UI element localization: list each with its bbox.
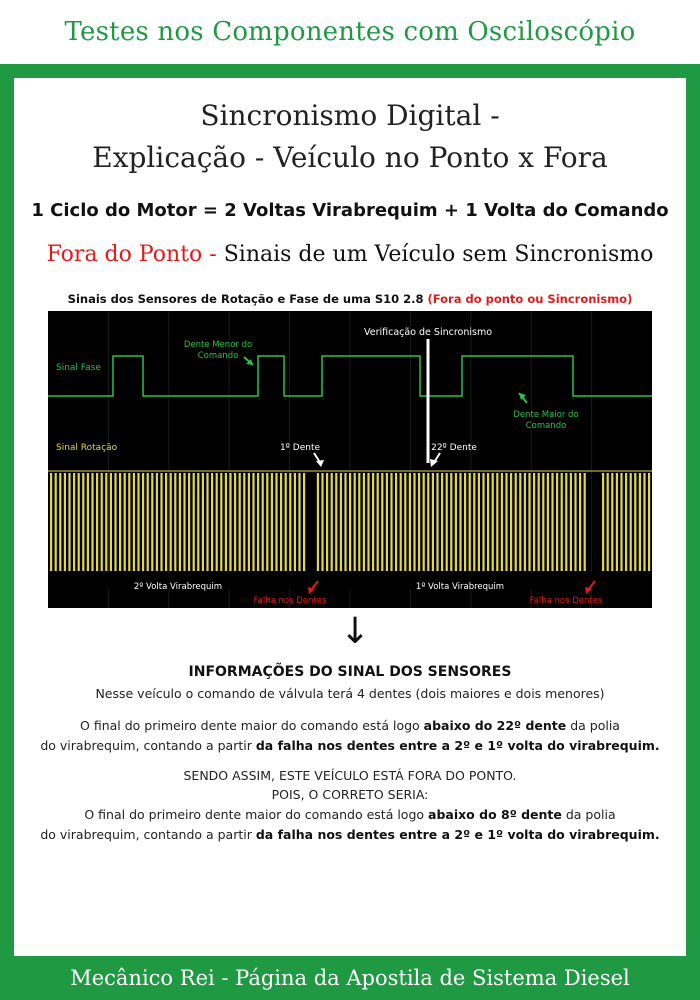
oscilloscope-traces [48,311,652,608]
crank-tooth-pulse [616,473,618,571]
crank-tooth-pulse [556,473,558,571]
crank-tooth-pulse [160,473,162,571]
p5-text-a: do virabrequim, contando a partir [40,827,256,842]
warning-blue: POIS, O CORRETO SERIA: [271,787,429,802]
crank-tooth-pulse [128,473,130,571]
footer-text: Mecânico Rei - Página da Apostila de Sistema Diesel [70,966,630,990]
crank-tooth-pulse [101,473,103,571]
crank-tooth-pulse [404,473,406,571]
crank-tooth-pulse [188,473,190,571]
crank-tooth-pulse [432,473,434,571]
crank-tooth-pulse [469,473,471,571]
p3-text-bold: da falha nos dentes entre a 2º e 1º volta do virabrequim. [255,738,660,753]
info-paragraph-3 [14,736,686,755]
crank-tooth-pulse [206,473,208,571]
crank-tooth-pulse [639,473,641,571]
crank-tooth-pulse [459,473,461,571]
cycle-statement: 1 Ciclo do Motor = 2 Voltas Virabrequim + 1 Volta do Comando [31,200,669,221]
crank-tooth-pulse [381,473,383,571]
crank-tooth-pulse [114,473,116,571]
crank-tooth-pulse [234,473,236,571]
header-title: Testes nos Componentes com Osciloscópio [0,0,700,64]
crank-tooth-pulse [496,473,498,571]
crank-tooth-pulse [91,473,93,571]
crank-tooth-pulse [344,473,346,571]
crank-tooth-pulse [243,473,245,571]
crank-tooth-pulse [252,473,254,571]
crank-tooth-pulse [570,473,572,571]
crank-tooth-pulse [584,473,586,571]
crank-tooth-pulse [561,473,563,571]
p4-text-c: da polia [561,807,616,822]
p5-text-bold: da falha nos dentes entre a 2º e 1º volta do virabrequim. [255,827,660,842]
crank-tooth-pulse [478,473,480,571]
crank-tooth-pulse [400,473,402,571]
crank-tooth-pulse [551,473,553,571]
crank-tooth-pulse [151,473,153,571]
crank-tooth-pulse [165,473,167,571]
crank-tooth-pulse [625,473,627,571]
p3-text-a: do virabrequim, contando a partir [40,738,256,753]
oscilloscope-screen [48,311,652,608]
crank-tooth-pulse [372,473,374,571]
crank-tooth-pulse [473,473,475,571]
crank-tooth-pulse [377,473,379,571]
crank-tooth-pulse [68,473,70,571]
info-paragraph-4 [14,805,686,824]
crank-tooth-pulse [275,473,277,571]
crank-tooth-pulse [565,473,567,571]
crank-tooth-pulse [542,473,544,571]
crank-tooth-pulse [170,473,172,571]
crank-tooth-pulse [340,473,342,571]
crank-tooth-pulse [326,473,328,571]
crank-tooth-pulse [59,473,61,571]
crank-tooth-pulse [225,473,227,571]
crank-tooth-pulse [519,473,521,571]
larger-cam-tooth-label-1: Dente Maior do [513,410,579,420]
crank-tooth-pulse [303,473,305,571]
second-crank-turn-label: 2º Volta Virabrequim [133,582,223,592]
crank-tooth-pulse [137,473,139,571]
crank-tooth-pulse [487,473,489,571]
p4-text-a: O final do primeiro dente maior do comando está logo [84,807,429,822]
crank-tooth-pulse [331,473,333,571]
first-crank-turn-label: 1º Volta Virabrequim [415,582,505,592]
caption-red: (Fora do ponto ou Sincronismo) [427,292,633,306]
crank-tooth-pulse [133,473,135,571]
page-title-line-1: Sincronismo Digital - [200,99,500,132]
crank-tooth-pulse [220,473,222,571]
crank-tooth-pulse [147,473,149,571]
crank-tooth-pulse [239,473,241,571]
caption-black: Sinais dos Sensores de Rotação e Fase de uma S10 2.8 [67,292,428,306]
crank-tooth-pulse [630,473,632,571]
crank-tooth-pulse [455,473,457,571]
p2-text-bold: abaixo do 22º dente [423,718,567,733]
crank-tooth-pulse [87,473,89,571]
p4-text-bold: abaixo do 8º dente [428,807,562,822]
smaller-cam-tooth-label-2: Comando [197,351,239,361]
crank-tooth-pulse [505,473,507,571]
phase-signal-label: Sinal Fase [56,363,101,373]
crank-tooth-pulse [574,473,576,571]
crank-tooth-pulse [321,473,323,571]
crank-tooth-pulse [515,473,517,571]
crank-tooth-pulse [271,473,273,571]
crank-tooth-pulse [64,473,66,571]
crank-tooth-pulse [110,473,112,571]
crank-tooth-pulse [492,473,494,571]
crank-tooth-pulse [105,473,107,571]
crank-tooth-pulse [183,473,185,571]
crank-tooth-pulse [367,473,369,571]
crank-tooth-pulse [482,473,484,571]
crank-tooth-pulse [55,473,57,571]
crank-tooth-pulse [413,473,415,571]
crank-tooth-pulse [248,473,250,571]
crank-tooth-pulse [285,473,287,571]
rotation-signal-label: Sinal Rotação [56,443,118,453]
down-arrow-icon: ↓ [340,611,371,652]
crank-tooth-pulse [607,473,609,571]
crank-tooth-pulse [280,473,282,571]
crank-tooth-pulse [427,473,429,571]
status-subtitle [14,242,686,267]
crank-tooth-pulse [620,473,622,571]
crank-tooth-pulse [409,473,411,571]
crank-tooth-pulse [386,473,388,571]
crank-tooth-pulse [643,473,645,571]
crank-tooth-pulse [211,473,213,571]
tooth-gap-label-2: Falha nos Dentes [529,596,603,606]
subtitle-black: Sinais de um Veículo sem Sincronismo [216,242,654,267]
tooth-22-arrowhead-icon [430,459,438,467]
subtitle-red: Fora do Ponto - [46,242,217,267]
crank-tooth-pulse [317,473,319,571]
crank-tooth-pulse [142,473,144,571]
figure-caption [14,292,686,306]
crank-tooth-pulse [298,473,300,571]
crank-tooth-pulse [538,473,540,571]
crank-tooth-pulse [349,473,351,571]
crank-tooth-pulse [82,473,84,571]
crank-tooth-pulse [78,473,80,571]
crank-tooth-pulse [257,473,259,571]
crank-tooth-pulse [156,473,158,571]
p2-text-a: O final do primeiro dente maior do comando está logo [80,718,424,733]
crank-tooth-pulse [266,473,268,571]
crank-tooth-pulse [464,473,466,571]
crank-tooth-pulse [73,473,75,571]
crank-tooth-pulse [390,473,392,571]
crank-tooth-pulse [436,473,438,571]
info-paragraph-2 [14,716,686,735]
info-title: INFORMAÇÕES DO SINAL DOS SENSORES [188,664,512,680]
crank-tooth-pulse [216,473,218,571]
crank-tooth-pulse [335,473,337,571]
smaller-cam-tooth-label-1: Dente Menor do [183,340,253,350]
larger-cam-tooth-label-2: Comando [525,421,567,431]
crank-tooth-pulse [441,473,443,571]
crank-tooth-pulse [262,473,264,571]
crank-tooth-pulse [289,473,291,571]
info-paragraph-5 [14,825,686,844]
crank-tooth-pulse [358,473,360,571]
crank-tooth-pulse [533,473,535,571]
crank-tooth-pulse [446,473,448,571]
crank-tooth-pulse [50,473,52,571]
page-title-line-2: Explicação - Veículo no Ponto x Fora [92,141,608,174]
crank-tooth-pulse [294,473,296,571]
warning-red: SENDO ASSIM, ESTE VEÍCULO ESTÁ FORA DO PONTO. [183,768,517,783]
info-paragraph-1: Nesse veículo o comando de válvula terá 4 dentes (dois maiores e dois menores) [95,686,605,701]
crank-tooth-pulse [528,473,530,571]
crank-tooth-pulse [602,473,604,571]
crank-tooth-pulse [363,473,365,571]
crank-tooth-pulse [634,473,636,571]
crank-tooth-pulse [96,473,98,571]
crank-tooth-pulse [179,473,181,571]
p2-text-c: da polia [566,718,620,733]
crank-tooth-pulse [395,473,397,571]
crank-tooth-pulse [354,473,356,571]
crank-tooth-pulse [524,473,526,571]
crank-tooth-pulse [202,473,204,571]
crank-tooth-pulse [423,473,425,571]
crank-tooth-pulse [611,473,613,571]
sync-check-label: Verificação de Sincronismo [363,327,493,338]
tooth-22-label: 22º Dente [431,443,477,453]
crank-tooth-pulse [510,473,512,571]
crank-tooth-pulse [174,473,176,571]
tooth-gap-label-1: Falha nos Dentes [253,596,327,606]
crank-tooth-pulse [229,473,231,571]
crank-tooth-pulse [579,473,581,571]
crank-tooth-pulse [501,473,503,571]
crank-tooth-pulse [648,473,650,571]
crank-tooth-pulse [418,473,420,571]
crank-tooth-pulse [450,473,452,571]
first-tooth-label: 1º Dente [279,443,321,453]
crank-tooth-pulse [193,473,195,571]
crank-tooth-pulse [119,473,121,571]
crank-tooth-pulse [124,473,126,571]
crank-tooth-pulse [547,473,549,571]
first-tooth-arrowhead-icon [316,460,324,467]
rotation-signal-trace [48,471,652,571]
crank-tooth-pulse [197,473,199,571]
